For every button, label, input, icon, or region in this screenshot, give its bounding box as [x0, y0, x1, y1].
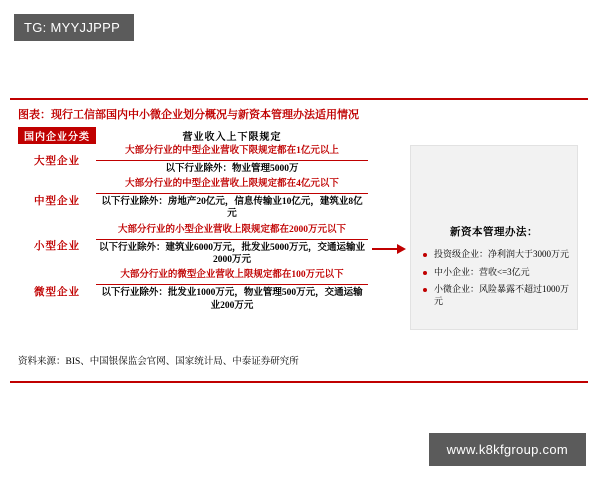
- row-desc-secondary: 以下行业除外：批发业1000万元，物业管理500万元，交通运输业200万元: [101, 288, 363, 311]
- arrow-shaft: [372, 248, 398, 250]
- arrow-right-icon: [372, 243, 408, 255]
- panel-title: 新资本管理办法：: [450, 227, 538, 238]
- table-header-category: 国内企业分类: [18, 127, 96, 144]
- figure-title: 图表：现行工信部国内中小微企业划分概况与新资本管理办法适用情况: [18, 109, 359, 121]
- new-capital-rules-panel: [410, 145, 578, 330]
- row-desc-primary: 大部分行业的中型企业营收下限规定都在1亿元以上: [96, 144, 368, 161]
- site-watermark-badge: www.k8kfgroup.com: [429, 433, 586, 466]
- figure-container: [10, 98, 588, 383]
- row-category-small: 小型企业: [34, 241, 80, 253]
- table-row: [18, 223, 368, 269]
- arrow-head: [397, 244, 406, 254]
- enterprise-classification-table: [18, 127, 368, 314]
- row-desc-secondary: 以下行业除外：建筑业6000万元，批发业5000万元，交通运输业2000万元: [98, 242, 365, 265]
- table-row: [18, 268, 368, 314]
- table-header-revenue: 营业收入上下限规定: [182, 132, 282, 143]
- table-row: [18, 144, 368, 177]
- figure-source-note: 资料来源：BIS、中国银保监会官网、国家统计局、中泰证券研究所: [18, 357, 299, 367]
- row-desc-medium: [96, 177, 368, 223]
- row-category-micro: 微型企业: [34, 286, 80, 298]
- row-desc-secondary: 以下行业除外：物业管理5000万: [165, 163, 299, 174]
- row-category-medium: 中型企业: [34, 195, 80, 207]
- row-desc-primary: 大部分行业的小型企业营收上限规定都在2000万元以下: [96, 223, 368, 240]
- list-item: 小微企业：风险暴露不超过1000万元: [423, 284, 577, 307]
- telegram-watermark-badge: TG: MYYJJPPP: [14, 14, 134, 41]
- row-desc-micro: [96, 268, 368, 314]
- row-desc-secondary: 以下行业除外：房地产20亿元，信息传输业10亿元，建筑业8亿元: [101, 197, 363, 220]
- row-desc-primary: 大部分行业的微型企业营收上限规定都在100万元以下: [96, 268, 368, 285]
- row-desc-large: [96, 144, 368, 177]
- row-desc-small: [96, 223, 368, 269]
- figure-body: [10, 127, 588, 349]
- list-item: 中小企业：营收<=3亿元: [423, 267, 577, 279]
- panel-item-list: [411, 249, 577, 308]
- table-row: [18, 177, 368, 223]
- table-header-row: [18, 127, 368, 144]
- list-item: 投资级企业：净利润大于3000万元: [423, 249, 577, 261]
- row-category-large: 大型企业: [34, 156, 80, 168]
- row-desc-primary: 大部分行业的中型企业营收上限规定都在4亿元以下: [96, 177, 368, 194]
